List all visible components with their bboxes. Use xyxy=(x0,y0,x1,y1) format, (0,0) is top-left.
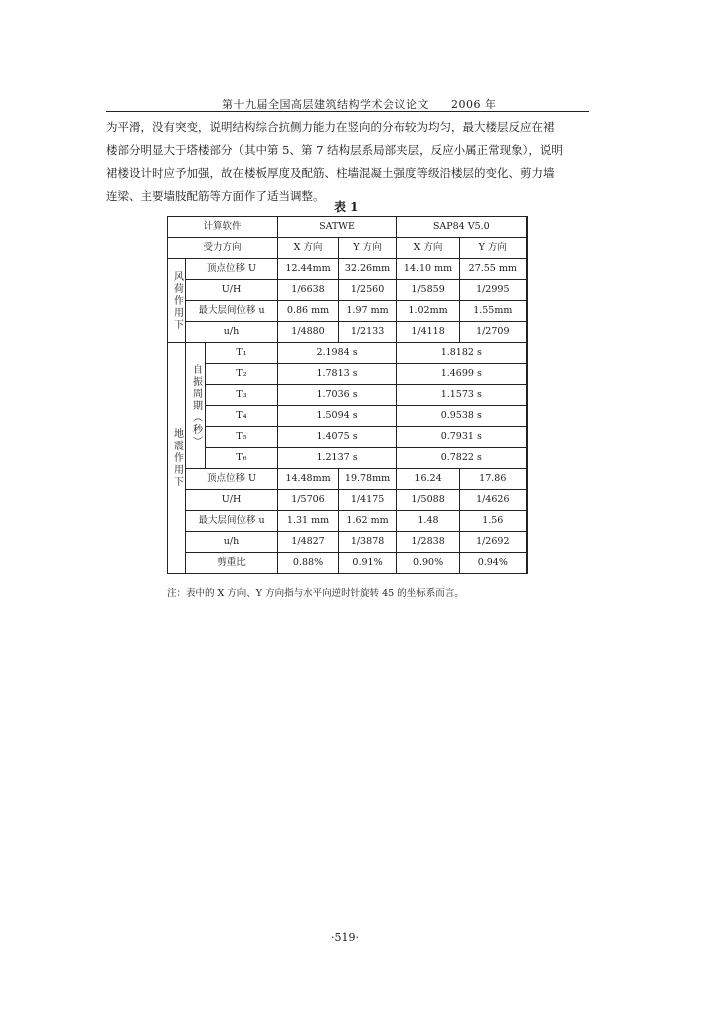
x-direction: X 方向 xyxy=(397,238,460,259)
row-label: 顶点位移 U xyxy=(186,259,278,280)
results-table xyxy=(167,216,528,574)
direction-label: 受力方向 xyxy=(168,238,278,259)
table-row xyxy=(168,385,527,406)
row-label: 最大层间位移 u xyxy=(186,301,278,322)
paragraph-line: 为平滑，没有突变，说明结构综合抗侧力能力在竖向的分布较为均匀，最大楼层反应在裙 xyxy=(106,120,555,134)
paragraph-line: 连梁、主要墙肢配筋等方面作了适当调整。 xyxy=(106,189,325,203)
table-cell: 1/4175 xyxy=(339,490,397,511)
period-label: T₆ xyxy=(206,448,278,469)
table-cell: 1/6638 xyxy=(278,280,339,301)
table-cell: 0.7822 s xyxy=(397,448,527,469)
period-label: T₅ xyxy=(206,427,278,448)
wind-group-label: 风荷作用下 xyxy=(168,259,186,343)
table-cell: 0.91% xyxy=(339,553,397,574)
table-note: 注：表中的 X 方向、Y 方向指与水平向逆时针旋转 45 的坐标系而言。 xyxy=(167,588,464,599)
table-cell: 16.24 xyxy=(397,469,460,490)
table-cell: 0.90% xyxy=(397,553,460,574)
table-cell: 19.78mm xyxy=(339,469,397,490)
paragraph-line: 裙楼设计时应予加强，故在楼板厚度及配筋、柱墙混凝土强度等级沿楼层的变化、剪力墙 xyxy=(106,166,555,180)
table-cell: 1.8182 s xyxy=(397,343,527,364)
period-group-label: 自振周期（秒） xyxy=(186,343,206,469)
table-cell: 32.26mm xyxy=(339,259,397,280)
table-row xyxy=(168,469,527,490)
y-direction: Y 方向 xyxy=(460,238,527,259)
table-row xyxy=(168,259,527,280)
table-cell: 1.4699 s xyxy=(397,364,527,385)
table-cell: 1/2133 xyxy=(339,322,397,343)
table-cell: 17.86 xyxy=(460,469,527,490)
table-cell: 1/4118 xyxy=(397,322,460,343)
sap-header: SAP84 V5.0 xyxy=(397,217,527,238)
row-label: U/H xyxy=(186,280,278,301)
table-cell: 1/5706 xyxy=(278,490,339,511)
table-cell: 14.48mm xyxy=(278,469,339,490)
table-cell: 1.4075 s xyxy=(278,427,397,448)
row-label: U/H xyxy=(186,490,278,511)
table-cell: 0.86 mm xyxy=(278,301,339,322)
table-row xyxy=(168,322,527,343)
table-cell: 1/2838 xyxy=(397,532,460,553)
table-cell: 0.9538 s xyxy=(397,406,527,427)
row-label: u/h xyxy=(186,322,278,343)
table-row xyxy=(168,238,527,259)
table-cell: 1.02mm xyxy=(397,301,460,322)
table-row xyxy=(168,217,527,238)
table-cell: 1.56 xyxy=(460,511,527,532)
table-row xyxy=(168,490,527,511)
page-number: ·519· xyxy=(331,931,359,944)
table-cell: 12.44mm xyxy=(278,259,339,280)
table-cell: 1.55mm xyxy=(460,301,527,322)
body-paragraph xyxy=(106,116,592,208)
table-cell: 0.94% xyxy=(460,553,527,574)
table-cell: 1.48 xyxy=(397,511,460,532)
table-cell: 1.97 mm xyxy=(339,301,397,322)
table-row xyxy=(168,448,527,469)
table-row xyxy=(168,343,527,364)
software-label: 计算软件 xyxy=(168,217,278,238)
period-label: T₃ xyxy=(206,385,278,406)
row-label: 最大层间位移 u xyxy=(186,511,278,532)
table-cell: 14.10 mm xyxy=(397,259,460,280)
table-cell: 1.7036 s xyxy=(278,385,397,406)
table-cell: 1.31 mm xyxy=(278,511,339,532)
table-cell: 0.7931 s xyxy=(397,427,527,448)
table-cell: 1.7813 s xyxy=(278,364,397,385)
row-label: 剪重比 xyxy=(186,553,278,574)
conference-title: 第十九届全国高层建筑结构学术会议论文 xyxy=(222,98,429,111)
table-cell: 1/2692 xyxy=(460,532,527,553)
table-cell: 1.2137 s xyxy=(278,448,397,469)
y-direction: Y 方向 xyxy=(339,238,397,259)
table-row xyxy=(168,364,527,385)
table-cell: 1/4880 xyxy=(278,322,339,343)
table-cell: 1/4626 xyxy=(460,490,527,511)
table-cell: 2.1984 s xyxy=(278,343,397,364)
table-row xyxy=(168,532,527,553)
table-row xyxy=(168,301,527,322)
table-cell: 1.5094 s xyxy=(278,406,397,427)
row-label: 顶点位移 U xyxy=(186,469,278,490)
table-cell: 1.1573 s xyxy=(397,385,527,406)
running-header xyxy=(222,96,497,112)
period-label: T₂ xyxy=(206,364,278,385)
table-row xyxy=(168,406,527,427)
table-cell: 0.88% xyxy=(278,553,339,574)
x-direction: X 方向 xyxy=(278,238,339,259)
quake-group-label: 地震作用下 xyxy=(168,343,186,574)
table-cell: 27.55 mm xyxy=(460,259,527,280)
table-cell: 1.62 mm xyxy=(339,511,397,532)
table-cell: 1/2995 xyxy=(460,280,527,301)
table-cell: 1/3878 xyxy=(339,532,397,553)
table-row xyxy=(168,511,527,532)
table-cell: 1/5859 xyxy=(397,280,460,301)
table-row xyxy=(168,427,527,448)
table-cell: 1/5088 xyxy=(397,490,460,511)
period-label: T₁ xyxy=(206,343,278,364)
satwe-header: SATWE xyxy=(278,217,397,238)
period-label: T₄ xyxy=(206,406,278,427)
header-rule xyxy=(106,111,589,112)
row-label: u/h xyxy=(186,532,278,553)
paragraph-line: 楼部分明显大于塔楼部分（其中第 5、第 7 结构层系局部夹层，反应小属正常现象），说明 xyxy=(106,143,563,157)
table-cell: 1/4827 xyxy=(278,532,339,553)
table-row xyxy=(168,553,527,574)
table-cell: 1/2709 xyxy=(460,322,527,343)
table-caption: 表 1 xyxy=(334,200,359,214)
table-row xyxy=(168,280,527,301)
conference-year: 2006 年 xyxy=(451,98,497,111)
table-cell: 1/2560 xyxy=(339,280,397,301)
